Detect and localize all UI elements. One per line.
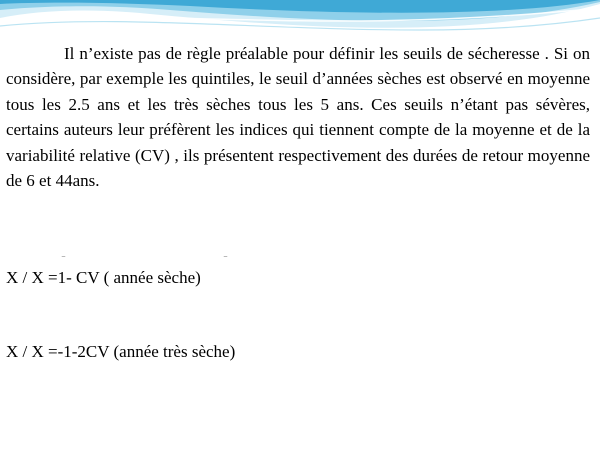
overbar-mark: ‾ [62,256,65,266]
formula-very-dry-year: X / X =-1-2CV (année très sèche) [6,342,236,361]
header-wave-decoration [0,0,600,46]
body-paragraph: Il n’existe pas de règle préalable pour définir les seuils de sécheresse . Si on considère, par exemple les quintiles, le seuil d’années sèches est observé en moyenne tous les 2.5 ans et les très sèches tous les 5 ans. Ces seuils n’étant pas sévères, certains auteurs leur préfèrent les indices qui tiennent compte de la moyenne et de la variabilité relative (CV) , ils présentent respectivement des durées de retour moyenne de 6 et 44ans. [6,44,590,191]
overbar-mark: ‾ [224,256,227,266]
formula-dry-year: X / X =1- CV ( année sèche) [6,268,201,287]
